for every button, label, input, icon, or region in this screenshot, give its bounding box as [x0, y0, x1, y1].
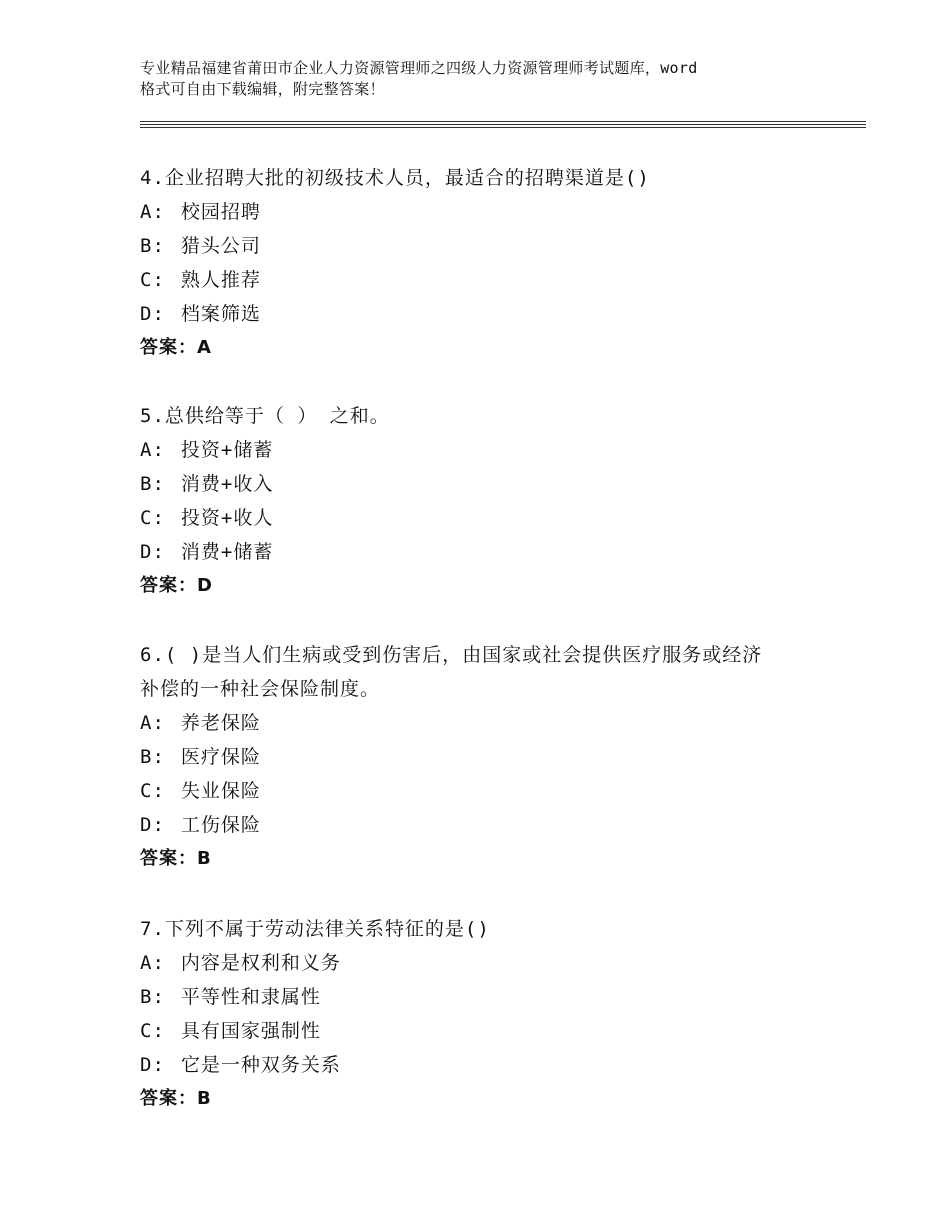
option-c	[140, 263, 840, 297]
option-d	[140, 1048, 840, 1082]
option-text: 档案筛选	[180, 303, 261, 325]
answer-label: 答案：A	[140, 337, 212, 358]
question-block	[140, 638, 840, 876]
question-stem: 5.总供给等于（ ） 之和。	[140, 405, 390, 427]
option-key: B:	[140, 473, 165, 495]
option-b	[140, 740, 840, 774]
option-a	[140, 706, 840, 740]
option-key: C:	[140, 780, 165, 802]
option-c	[140, 501, 840, 535]
option-key: D:	[140, 1054, 165, 1076]
question-stem: 6.( )是当人们生病或受到伤害后，由国家或社会提供医疗服务或经济	[140, 644, 763, 666]
option-key: B:	[140, 746, 165, 768]
option-text: 具有国家强制性	[180, 1020, 321, 1042]
option-b	[140, 980, 840, 1014]
option-c	[140, 774, 840, 808]
header-divider	[140, 124, 866, 125]
option-text: 熟人推荐	[180, 269, 261, 291]
option-key: B:	[140, 986, 165, 1008]
answer-label: 答案：B	[140, 1088, 212, 1109]
option-b	[140, 467, 840, 501]
header-line-2: 格式可自由下载编辑，附完整答案！	[140, 80, 385, 98]
option-d	[140, 808, 840, 842]
option-text: 医疗保险	[180, 746, 261, 768]
option-text: 失业保险	[180, 780, 261, 802]
header-divider	[140, 127, 866, 128]
option-key: A:	[140, 712, 165, 734]
option-key: D:	[140, 541, 165, 563]
option-key: A:	[140, 201, 165, 223]
option-text: 猎头公司	[180, 235, 261, 257]
option-a	[140, 946, 840, 980]
option-text: 内容是权利和义务	[180, 952, 341, 974]
header-line-1: 专业精品福建省莆田市企业人力资源管理师之四级人力资源管理师考试题库，word	[140, 59, 698, 77]
option-d	[140, 297, 840, 331]
question-block	[140, 161, 840, 365]
option-a	[140, 195, 840, 229]
option-key: C:	[140, 507, 165, 529]
option-text: 它是一种双务关系	[180, 1054, 341, 1076]
document-header	[140, 58, 840, 100]
header-divider	[140, 121, 866, 122]
option-a	[140, 433, 840, 467]
option-key: A:	[140, 439, 165, 461]
option-text: 平等性和隶属性	[180, 986, 321, 1008]
option-key: D:	[140, 303, 165, 325]
option-text: 消费+收入	[180, 473, 274, 495]
question-stem: 7.下列不属于劳动法律关系特征的是()	[140, 918, 490, 940]
option-text: 投资+收人	[180, 507, 274, 529]
option-text: 养老保险	[180, 712, 261, 734]
option-key: B:	[140, 235, 165, 257]
option-text: 消费+储蓄	[180, 541, 274, 563]
option-text: 工伤保险	[180, 814, 261, 836]
option-key: C:	[140, 1020, 165, 1042]
option-c	[140, 1014, 840, 1048]
option-key: C:	[140, 269, 165, 291]
question-block	[140, 912, 840, 1116]
option-text: 投资+储蓄	[180, 439, 274, 461]
answer-label: 答案：B	[140, 848, 212, 869]
option-key: D:	[140, 814, 165, 836]
answer-label: 答案：D	[140, 575, 213, 596]
option-d	[140, 535, 840, 569]
question-stem-continued: 补偿的一种社会保险制度。	[140, 678, 381, 700]
question-stem: 4.企业招聘大批的初级技术人员，最适合的招聘渠道是()	[140, 167, 650, 189]
option-text: 校园招聘	[180, 201, 261, 223]
option-key: A:	[140, 952, 165, 974]
question-block	[140, 399, 840, 603]
option-b	[140, 229, 840, 263]
